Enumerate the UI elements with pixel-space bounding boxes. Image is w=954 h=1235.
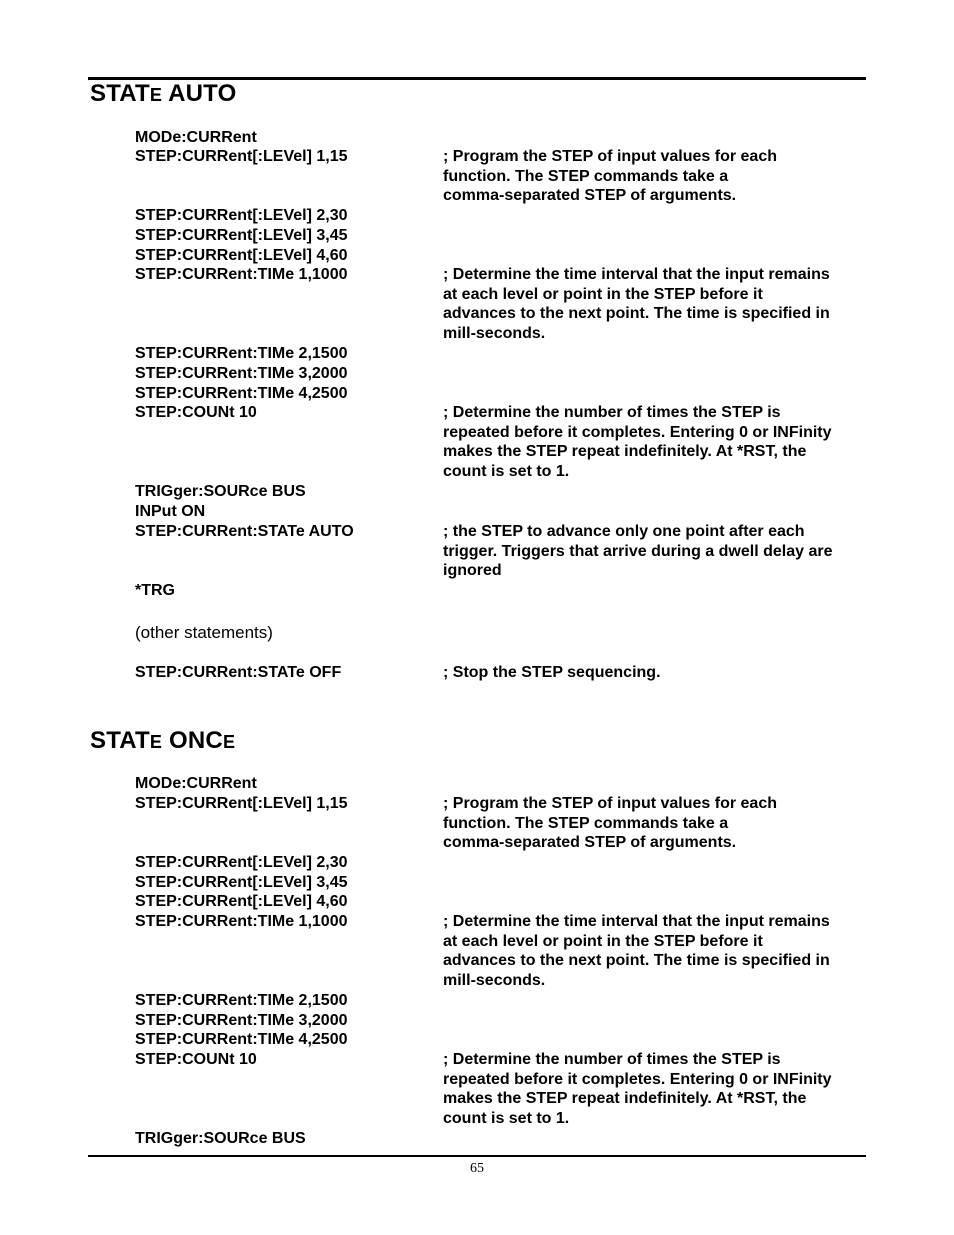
command-line: STEP:CURRent[:LEVel] 3,45 [135,227,348,244]
comment-note: ; Determine the time interval that the input remains at each level or point in the STEP before it advances to the next point. The time is specified in mill-seconds. [443,913,830,990]
command-line: STEP:CURRent[:LEVel] 3,45 [135,874,348,891]
heading-part: STAT [90,80,150,107]
command-line: STEP:CURRent[:LEVel] 4,60 [135,893,348,910]
command-line: STEP:CURRent:TIMe 2,1500 [135,345,348,362]
comment-note: ; Determine the number of times the STEP is repeated before it completes. Entering 0 or INFinity makes the STEP repeat indefinitely. At *RST, the count is set to 1. [443,404,832,481]
heading-part: ONC [162,727,223,754]
command-line: MODe:CURRent [135,129,257,146]
command-line: STEP:CURRent[:LEVel] 2,30 [135,207,348,224]
heading-part: AUTO [162,80,237,107]
command-line: STEP:CURRent:TIMe 3,2000 [135,365,348,382]
command-line: STEP:CURRent:STATe AUTO [135,523,354,540]
command-line: *TRG [135,582,175,599]
command-line: STEP:CURRent:STATe OFF [135,664,342,681]
heading-part: STAT [90,727,150,754]
comment-note: ; Determine the time interval that the input remains at each level or point in the STEP before it advances to the next point. The time is specified in mill-seconds. [443,266,830,343]
comment-note: ; Program the STEP of input values for each function. The STEP commands take a comma-separated STEP of arguments. [443,795,777,852]
command-line: STEP:CURRent[:LEVel] 1,15 [135,795,348,812]
command-line: STEP:CURRent:TIMe 1,1000 [135,913,348,930]
command-line: STEP:CURRent[:LEVel] 1,15 [135,148,348,165]
command-line: STEP:CURRent:TIMe 2,1500 [135,992,348,1009]
heading-state-auto [90,80,236,109]
command-line: INPut ON [135,503,206,520]
command-line: STEP:COUNt 10 [135,1051,257,1068]
bottom-rule [88,1155,866,1157]
command-line: STEP:CURRent[:LEVel] 4,60 [135,247,348,264]
command-line: STEP:CURRent:TIMe 1,1000 [135,266,348,283]
heading-state-once [90,727,235,756]
command-line: MODe:CURRent [135,775,257,792]
command-line: TRIGger:SOURce BUS [135,483,306,500]
command-line: STEP:CURRent[:LEVel] 2,30 [135,854,348,871]
command-line: STEP:CURRent:TIMe 4,2500 [135,1031,348,1048]
comment-note: ; Stop the STEP sequencing. [443,664,661,681]
command-line: STEP:CURRent:TIMe 3,2000 [135,1012,348,1029]
heading-part-small: E [222,732,236,752]
command-line: STEP:COUNt 10 [135,404,257,421]
comment-note: ; Program the STEP of input values for each function. The STEP commands take a comma-separated STEP of arguments. [443,148,777,205]
heading-part-small: E [149,732,163,752]
comment-note: ; Determine the number of times the STEP is repeated before it completes. Entering 0 or INFinity makes the STEP repeat indefinitely. At *RST, the count is set to 1. [443,1051,832,1128]
page-number: 65 [470,1161,484,1176]
heading-part-small: E [149,85,163,105]
other-statements: (other statements) [135,623,273,642]
command-line: TRIGger:SOURce BUS [135,1130,306,1147]
comment-note: ; the STEP to advance only one point after each trigger. Triggers that arrive during a dwell delay are ignored [443,523,833,580]
command-line: STEP:CURRent:TIMe 4,2500 [135,385,348,402]
